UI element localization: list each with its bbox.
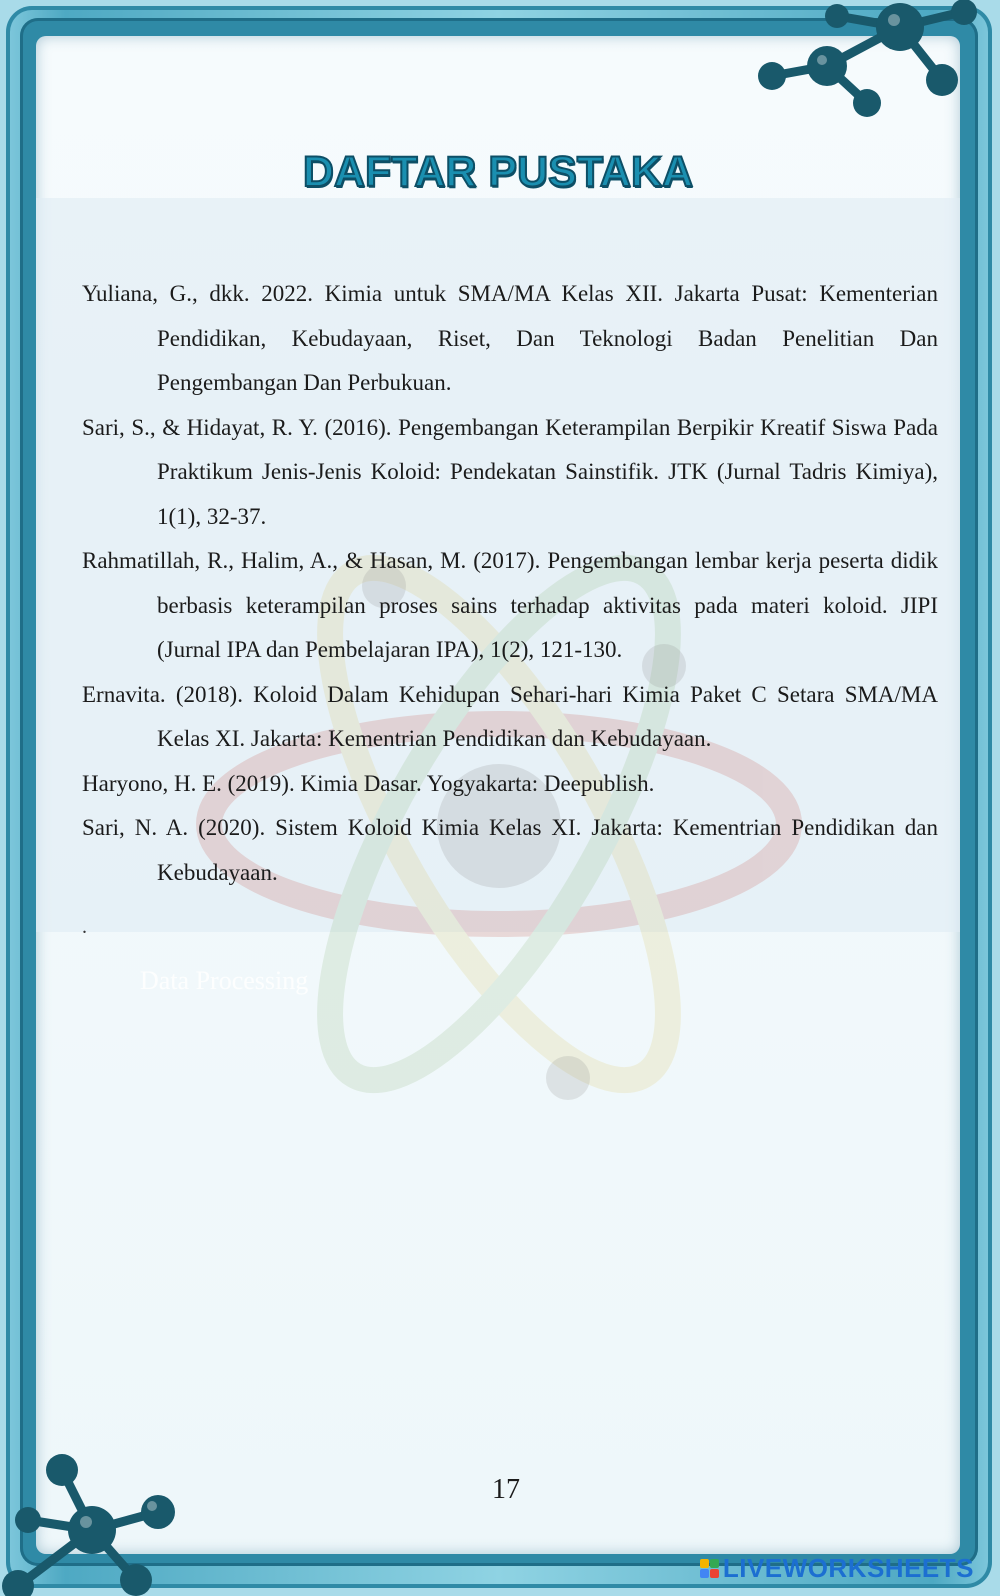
faint-watermark-text: Data Processing <box>140 966 309 995</box>
reference-list <box>82 272 938 895</box>
reference-item: Yuliana, G., dkk. 2022. Kimia untuk SMA/MA Kelas XII. Jakarta Pusat: Kementerian Pendidikan, Kebudayaan, Riset, Dan Teknologi Badan Penelitian Dan Pengembangan Dan Perbukuan. <box>82 281 938 395</box>
reference-item: Ernavita. (2018). Koloid Dalam Kehidupan Sehari-hari Kimia Paket C Setara SMA/MA Kelas XI. Jakarta: Kementrian Pendidikan dan Kebudayaan. <box>82 681 938 751</box>
page-number: 17 <box>492 1474 520 1505</box>
reference-item: Rahmatillah, R., Halim, A., & Hasan, M. (2017). Pengembangan lembar kerja peserta didik berbasis keterampilan proses sains terhadap aktivitas pada materi koloid. JIPI (Jurnal IPA dan Pembelajaran IPA), 1(2), 121-130. <box>82 548 938 662</box>
trailing-mark: . <box>82 916 87 938</box>
page-title: DAFTAR PUSTAKA <box>302 148 694 196</box>
liveworksheets-label: LIVEWORKSHEETS <box>722 1553 974 1583</box>
liveworksheets-logo[interactable] <box>700 1553 974 1584</box>
reference-item: Sari, N. A. (2020). Sistem Koloid Kimia Kelas XI. Jakarta: Kementrian Pendidikan dan Kebudayaan. <box>82 815 938 885</box>
worksheet-page <box>36 36 960 1554</box>
reference-item: Haryono, H. E. (2019). Kimia Dasar. Yogyakarta: Deepublish. <box>82 770 655 796</box>
liveworksheets-logo-icon <box>700 1559 719 1578</box>
molecule-icon <box>752 0 1000 130</box>
reference-item: Sari, S., & Hidayat, R. Y. (2016). Pengembangan Keterampilan Berpikir Kreatif Siswa Pada Praktikum Jenis-Jenis Koloid: Pendekatan Sainstifik. JTK (Jurnal Tadris Kimiya), 1(1), 32-37. <box>82 414 938 529</box>
molecule-icon <box>0 1452 190 1596</box>
